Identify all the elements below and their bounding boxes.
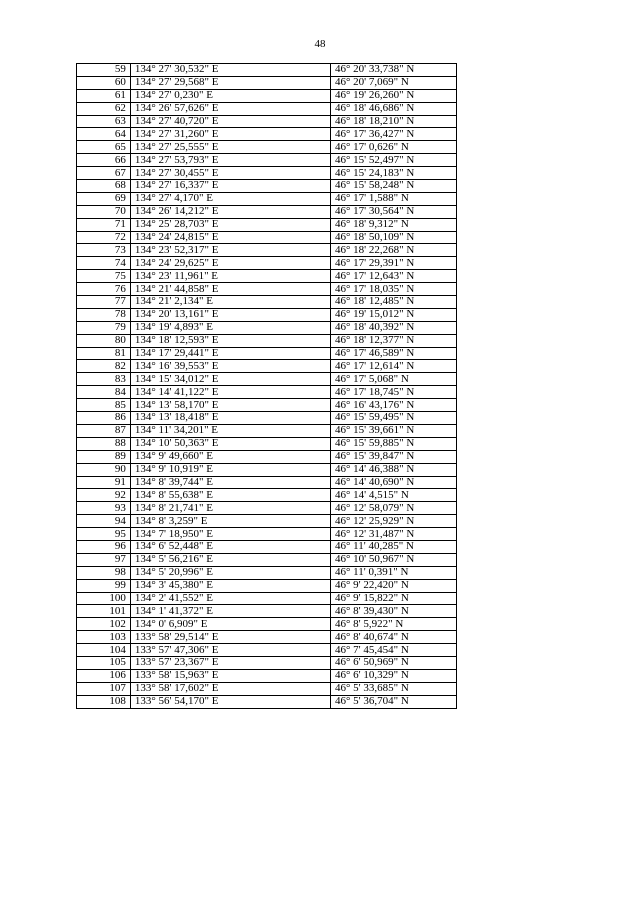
- latitude-cell: 46° 15' 39,847" N: [331, 450, 457, 463]
- table-row: [77, 257, 457, 270]
- point-number-cell: 68: [77, 180, 131, 193]
- longitude-cell: 134° 11' 34,201" E: [130, 424, 330, 437]
- longitude-cell: 134° 14' 41,122" E: [130, 386, 330, 399]
- longitude-cell: 134° 19' 4,893" E: [130, 321, 330, 334]
- latitude-cell: 46° 14' 46,388" N: [331, 463, 457, 476]
- longitude-cell: 134° 3' 45,380" E: [130, 579, 330, 592]
- latitude-cell: 46° 17' 36,427" N: [331, 128, 457, 141]
- point-number-cell: 93: [77, 502, 131, 515]
- point-number-cell: 67: [77, 167, 131, 180]
- table-row: [77, 360, 457, 373]
- table-row: [77, 463, 457, 476]
- table-row: [77, 283, 457, 296]
- point-number-cell: 64: [77, 128, 131, 141]
- point-number-cell: 82: [77, 360, 131, 373]
- point-number-cell: 86: [77, 412, 131, 425]
- longitude-cell: 134° 27' 31,260" E: [130, 128, 330, 141]
- longitude-cell: 134° 5' 20,996" E: [130, 566, 330, 579]
- longitude-cell: 134° 27' 40,720" E: [130, 115, 330, 128]
- latitude-cell: 46° 10' 50,967" N: [331, 553, 457, 566]
- table-row: [77, 231, 457, 244]
- table-row: [77, 347, 457, 360]
- latitude-cell: 46° 8' 39,430" N: [331, 605, 457, 618]
- point-number-cell: 89: [77, 450, 131, 463]
- point-number-cell: 97: [77, 553, 131, 566]
- table-row: [77, 656, 457, 669]
- point-number-cell: 72: [77, 231, 131, 244]
- longitude-cell: 134° 8' 39,744" E: [130, 476, 330, 489]
- table-row: [77, 540, 457, 553]
- table-row: [77, 476, 457, 489]
- point-number-cell: 102: [77, 618, 131, 631]
- longitude-cell: 133° 56' 54,170" E: [130, 695, 330, 708]
- point-number-cell: 98: [77, 566, 131, 579]
- longitude-cell: 134° 16' 39,553" E: [130, 360, 330, 373]
- longitude-cell: 134° 23' 52,317" E: [130, 244, 330, 257]
- point-number-cell: 105: [77, 656, 131, 669]
- latitude-cell: 46° 9' 22,420" N: [331, 579, 457, 592]
- point-number-cell: 108: [77, 695, 131, 708]
- latitude-cell: 46° 18' 12,377" N: [331, 334, 457, 347]
- table-row: [77, 308, 457, 321]
- point-number-cell: 76: [77, 283, 131, 296]
- point-number-cell: 101: [77, 605, 131, 618]
- table-row: [77, 631, 457, 644]
- point-number-cell: 78: [77, 308, 131, 321]
- table-row: [77, 89, 457, 102]
- point-number-cell: 87: [77, 424, 131, 437]
- table-row: [77, 296, 457, 309]
- latitude-cell: 46° 18' 9,312" N: [331, 218, 457, 231]
- point-number-cell: 100: [77, 592, 131, 605]
- point-number-cell: 79: [77, 321, 131, 334]
- longitude-cell: 134° 27' 0,230" E: [130, 89, 330, 102]
- table-row: [77, 566, 457, 579]
- table-row: [77, 399, 457, 412]
- table-row: [77, 180, 457, 193]
- latitude-cell: 46° 6' 50,969" N: [331, 656, 457, 669]
- latitude-cell: 46° 15' 58,248" N: [331, 180, 457, 193]
- latitude-cell: 46° 9' 15,822" N: [331, 592, 457, 605]
- latitude-cell: 46° 12' 25,929" N: [331, 515, 457, 528]
- table-row: [77, 618, 457, 631]
- latitude-cell: 46° 15' 52,497" N: [331, 154, 457, 167]
- coordinates-table: [76, 63, 457, 709]
- table-row: [77, 270, 457, 283]
- longitude-cell: 134° 8' 3,259" E: [130, 515, 330, 528]
- table-row: [77, 605, 457, 618]
- longitude-cell: 134° 25' 28,703" E: [130, 218, 330, 231]
- table-row: [77, 128, 457, 141]
- point-number-cell: 81: [77, 347, 131, 360]
- table-row: [77, 644, 457, 657]
- point-number-cell: 103: [77, 631, 131, 644]
- latitude-cell: 46° 14' 40,690" N: [331, 476, 457, 489]
- longitude-cell: 134° 6' 52,448" E: [130, 540, 330, 553]
- table-row: [77, 489, 457, 502]
- longitude-cell: 134° 26' 57,626" E: [130, 102, 330, 115]
- point-number-cell: 73: [77, 244, 131, 257]
- latitude-cell: 46° 18' 50,109" N: [331, 231, 457, 244]
- longitude-cell: 134° 0' 6,909" E: [130, 618, 330, 631]
- point-number-cell: 74: [77, 257, 131, 270]
- longitude-cell: 134° 24' 29,625" E: [130, 257, 330, 270]
- point-number-cell: 90: [77, 463, 131, 476]
- point-number-cell: 88: [77, 437, 131, 450]
- latitude-cell: 46° 18' 18,210" N: [331, 115, 457, 128]
- point-number-cell: 107: [77, 682, 131, 695]
- point-number-cell: 95: [77, 528, 131, 541]
- point-number-cell: 83: [77, 373, 131, 386]
- table-row: [77, 76, 457, 89]
- longitude-cell: 134° 27' 29,568" E: [130, 76, 330, 89]
- table-row: [77, 592, 457, 605]
- point-number-cell: 75: [77, 270, 131, 283]
- point-number-cell: 99: [77, 579, 131, 592]
- point-number-cell: 94: [77, 515, 131, 528]
- point-number-cell: 71: [77, 218, 131, 231]
- table-row: [77, 386, 457, 399]
- latitude-cell: 46° 8' 5,922" N: [331, 618, 457, 631]
- latitude-cell: 46° 17' 30,564" N: [331, 205, 457, 218]
- latitude-cell: 46° 17' 1,588" N: [331, 192, 457, 205]
- latitude-cell: 46° 17' 12,614" N: [331, 360, 457, 373]
- table-row: [77, 502, 457, 515]
- table-row: [77, 553, 457, 566]
- point-number-cell: 69: [77, 192, 131, 205]
- table-row: [77, 412, 457, 425]
- table-row: [77, 205, 457, 218]
- longitude-cell: 134° 18' 12,593" E: [130, 334, 330, 347]
- longitude-cell: 134° 5' 56,216" E: [130, 553, 330, 566]
- longitude-cell: 134° 13' 18,418" E: [130, 412, 330, 425]
- point-number-cell: 60: [77, 76, 131, 89]
- longitude-cell: 134° 15' 34,012" E: [130, 373, 330, 386]
- latitude-cell: 46° 20' 33,738" N: [331, 64, 457, 77]
- table-row: [77, 321, 457, 334]
- table-row: [77, 102, 457, 115]
- longitude-cell: 134° 21' 44,858" E: [130, 283, 330, 296]
- latitude-cell: 46° 6' 10,329" N: [331, 669, 457, 682]
- table-row: [77, 424, 457, 437]
- table-row: [77, 682, 457, 695]
- latitude-cell: 46° 17' 0,626" N: [331, 141, 457, 154]
- point-number-cell: 61: [77, 89, 131, 102]
- table-row: [77, 141, 457, 154]
- longitude-cell: 134° 13' 58,170" E: [130, 399, 330, 412]
- table-row: [77, 154, 457, 167]
- longitude-cell: 134° 8' 55,638" E: [130, 489, 330, 502]
- longitude-cell: 133° 58' 29,514" E: [130, 631, 330, 644]
- table-row: [77, 695, 457, 708]
- latitude-cell: 46° 8' 40,674" N: [331, 631, 457, 644]
- longitude-cell: 133° 57' 47,306" E: [130, 644, 330, 657]
- point-number-cell: 65: [77, 141, 131, 154]
- table-row: [77, 192, 457, 205]
- point-number-cell: 91: [77, 476, 131, 489]
- latitude-cell: 46° 20' 7,069" N: [331, 76, 457, 89]
- page-number: 48: [314, 38, 326, 50]
- longitude-cell: 134° 26' 14,212" E: [130, 205, 330, 218]
- latitude-cell: 46° 11' 40,285" N: [331, 540, 457, 553]
- latitude-cell: 46° 17' 5,068" N: [331, 373, 457, 386]
- latitude-cell: 46° 15' 39,661" N: [331, 424, 457, 437]
- table-row: [77, 450, 457, 463]
- longitude-cell: 134° 27' 16,337" E: [130, 180, 330, 193]
- table-row: [77, 528, 457, 541]
- point-number-cell: 77: [77, 296, 131, 309]
- longitude-cell: 133° 57' 23,367" E: [130, 656, 330, 669]
- table-row: [77, 64, 457, 77]
- longitude-cell: 134° 27' 30,455" E: [130, 167, 330, 180]
- latitude-cell: 46° 17' 18,035" N: [331, 283, 457, 296]
- table-row: [77, 115, 457, 128]
- latitude-cell: 46° 17' 46,589" N: [331, 347, 457, 360]
- longitude-cell: 134° 1' 41,372" E: [130, 605, 330, 618]
- latitude-cell: 46° 14' 4,515" N: [331, 489, 457, 502]
- longitude-cell: 134° 10' 50,363" E: [130, 437, 330, 450]
- point-number-cell: 62: [77, 102, 131, 115]
- latitude-cell: 46° 5' 33,685" N: [331, 682, 457, 695]
- longitude-cell: 134° 20' 13,161" E: [130, 308, 330, 321]
- point-number-cell: 59: [77, 64, 131, 77]
- latitude-cell: 46° 17' 12,643" N: [331, 270, 457, 283]
- longitude-cell: 134° 17' 29,441" E: [130, 347, 330, 360]
- point-number-cell: 70: [77, 205, 131, 218]
- point-number-cell: 84: [77, 386, 131, 399]
- point-number-cell: 96: [77, 540, 131, 553]
- table-row: [77, 373, 457, 386]
- coordinates-table-body: [77, 64, 457, 709]
- latitude-cell: 46° 11' 0,391" N: [331, 566, 457, 579]
- latitude-cell: 46° 15' 59,885" N: [331, 437, 457, 450]
- point-number-cell: 85: [77, 399, 131, 412]
- longitude-cell: 133° 58' 17,602" E: [130, 682, 330, 695]
- latitude-cell: 46° 19' 15,012" N: [331, 308, 457, 321]
- point-number-cell: 66: [77, 154, 131, 167]
- longitude-cell: 134° 23' 11,961" E: [130, 270, 330, 283]
- longitude-cell: 134° 2' 41,552" E: [130, 592, 330, 605]
- latitude-cell: 46° 12' 58,079" N: [331, 502, 457, 515]
- longitude-cell: 134° 9' 10,919" E: [130, 463, 330, 476]
- table-row: [77, 437, 457, 450]
- latitude-cell: 46° 18' 22,268" N: [331, 244, 457, 257]
- table-row: [77, 669, 457, 682]
- table-row: [77, 244, 457, 257]
- longitude-cell: 134° 21' 2,134" E: [130, 296, 330, 309]
- latitude-cell: 46° 16' 43,176" N: [331, 399, 457, 412]
- latitude-cell: 46° 17' 29,391" N: [331, 257, 457, 270]
- latitude-cell: 46° 19' 26,260" N: [331, 89, 457, 102]
- longitude-cell: 134° 27' 53,793" E: [130, 154, 330, 167]
- latitude-cell: 46° 15' 24,183" N: [331, 167, 457, 180]
- point-number-cell: 106: [77, 669, 131, 682]
- latitude-cell: 46° 15' 59,495" N: [331, 412, 457, 425]
- latitude-cell: 46° 7' 45,454" N: [331, 644, 457, 657]
- longitude-cell: 134° 27' 30,532" E: [130, 64, 330, 77]
- table-row: [77, 167, 457, 180]
- longitude-cell: 134° 24' 24,815" E: [130, 231, 330, 244]
- latitude-cell: 46° 18' 40,392" N: [331, 321, 457, 334]
- point-number-cell: 80: [77, 334, 131, 347]
- point-number-cell: 63: [77, 115, 131, 128]
- latitude-cell: 46° 18' 46,686" N: [331, 102, 457, 115]
- longitude-cell: 134° 7' 18,950" E: [130, 528, 330, 541]
- table-row: [77, 334, 457, 347]
- table-row: [77, 579, 457, 592]
- latitude-cell: 46° 5' 36,704" N: [331, 695, 457, 708]
- latitude-cell: 46° 12' 31,487" N: [331, 528, 457, 541]
- point-number-cell: 92: [77, 489, 131, 502]
- latitude-cell: 46° 17' 18,745" N: [331, 386, 457, 399]
- table-row: [77, 515, 457, 528]
- longitude-cell: 134° 27' 4,170" E: [130, 192, 330, 205]
- point-number-cell: 104: [77, 644, 131, 657]
- longitude-cell: 134° 8' 21,741" E: [130, 502, 330, 515]
- longitude-cell: 133° 58' 15,963" E: [130, 669, 330, 682]
- latitude-cell: 46° 18' 12,485" N: [331, 296, 457, 309]
- longitude-cell: 134° 9' 49,660" E: [130, 450, 330, 463]
- longitude-cell: 134° 27' 25,555" E: [130, 141, 330, 154]
- table-row: [77, 218, 457, 231]
